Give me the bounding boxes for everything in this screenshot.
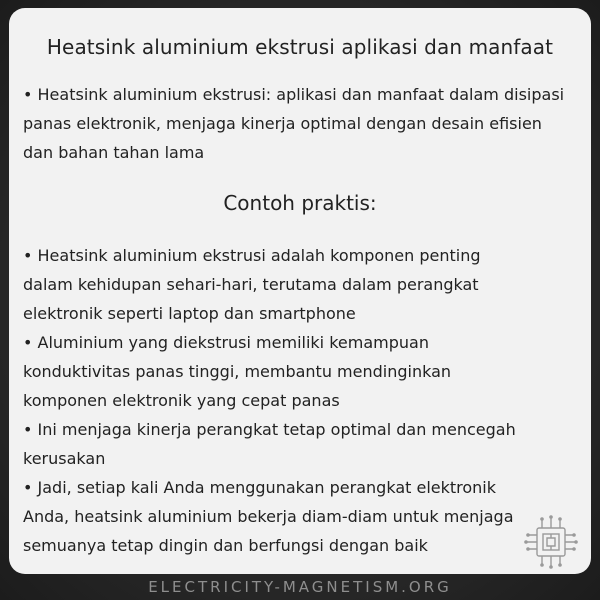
info-card [9, 8, 591, 574]
intro-paragraph: • Heatsink aluminium ekstrusi: aplikasi dan manfaat dalam disipasi panas elektronik, menjaga kinerja optimal dengan desain efisien dan bahan tahan lama [23, 85, 565, 162]
site-watermark: ELECTRICITY-MAGNETISM.ORG [148, 578, 452, 596]
bullet-list [23, 241, 519, 560]
card-title: Heatsink aluminium ekstrusi aplikasi dan manfaat [46, 35, 554, 59]
bullet-item: • Aluminium yang diekstrusi memiliki kemampuan konduktivitas panas tinggi, membantu mendinginkan komponen elektronik yang cepat panas [23, 333, 452, 410]
bullet-item: • Heatsink aluminium ekstrusi adalah komponen penting dalam kehidupan sehari-hari, terutama dalam perangkat elektronik seperti laptop dan smartphone [23, 246, 481, 323]
section-subtitle: Contoh praktis: [223, 191, 377, 215]
circuit-chip-icon [523, 514, 579, 570]
bullet-item: • Jadi, setiap kali Anda menggunakan perangkat elektronik Anda, heatsink aluminium bekerja diam-diam untuk menjaga semuanya tetap dingin dan berfungsi dengan baik [23, 478, 514, 555]
bullet-item: • Ini menjaga kinerja perangkat tetap optimal dan mencegah kerusakan [23, 420, 516, 468]
